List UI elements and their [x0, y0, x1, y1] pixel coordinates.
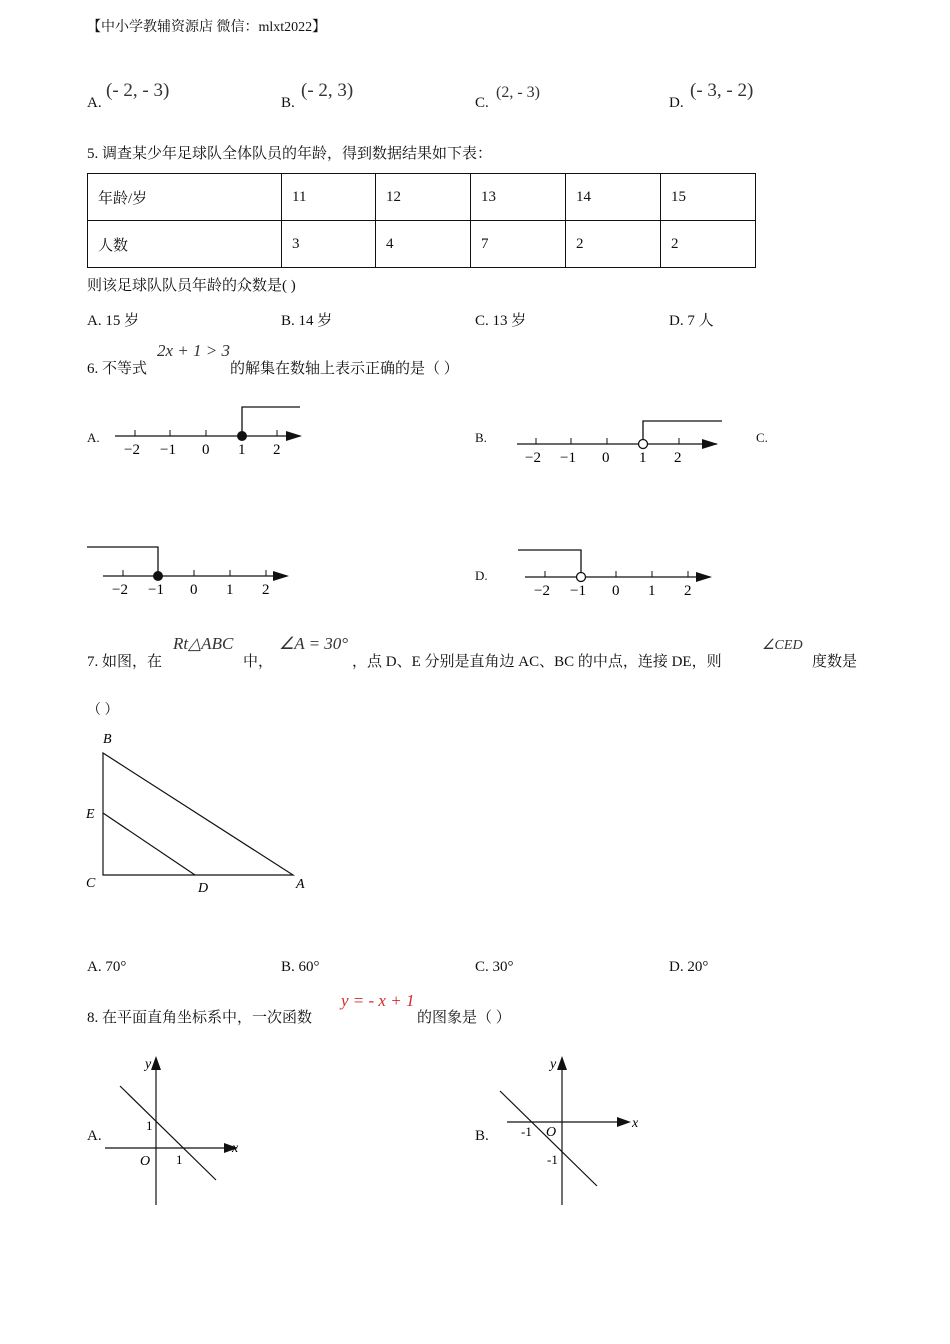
table-row [88, 221, 756, 268]
table-cell: 13 [471, 174, 566, 221]
q7-formula-angle-a: ∠A = 30° [279, 634, 349, 653]
table-cell: 11 [282, 174, 376, 221]
q7-formula-triangle: Rt△ABC [173, 634, 234, 653]
header-text: 【中小学教辅资源店 微信：mlxt2022】 [87, 20, 327, 35]
q7-option-c: C. 30° [475, 959, 514, 975]
q4-option-d-value: (- 3, - 2) [690, 80, 754, 101]
point-b-label: B [103, 732, 112, 747]
q4-option-d-label: D. [669, 95, 684, 111]
q5-option-b: B. 14 岁 [281, 313, 333, 329]
q4-option-b-label: B. [281, 95, 295, 111]
q7-text-2: 中， [243, 654, 274, 670]
q5-option-a: A. 15 岁 [87, 313, 140, 329]
solid-point [237, 431, 247, 441]
tick-label: 2 [262, 582, 270, 598]
tick-label: −2 [124, 442, 140, 458]
tick-label: 1 [226, 582, 234, 598]
graph-b [495, 1050, 655, 1215]
tick-label: 1 [639, 450, 647, 466]
q7-option-d: D. 20° [669, 959, 709, 975]
y-axis-arrow [151, 1056, 161, 1070]
table-cell: 15 [661, 174, 756, 221]
q8-suffix: 的图象是（ ） [417, 1010, 511, 1026]
table-cell: 4 [376, 221, 471, 268]
triangle-abc [103, 753, 293, 875]
segment-de [103, 813, 195, 875]
tick-label: −1 [560, 450, 576, 466]
point-e-label: E [86, 807, 95, 822]
q7-option-b: B. 60° [281, 959, 320, 975]
tick-label: −2 [525, 450, 541, 466]
tick-label: 0 [602, 450, 610, 466]
q6-suffix: 的解集在数轴上表示正确的是（ ） [230, 361, 459, 377]
table-cell: 7 [471, 221, 566, 268]
table-cell: 人数 [88, 221, 282, 268]
tick-label: −1 [148, 582, 164, 598]
solution-ray [242, 407, 300, 436]
q6-label-b: B. [475, 430, 487, 445]
tick-label: 0 [190, 582, 198, 598]
hollow-point [577, 573, 586, 582]
q7-formula-angle-ced: ∠CED [762, 638, 803, 653]
tick-label: −2 [534, 583, 550, 599]
tick-label: 0 [612, 583, 620, 599]
q7-paren: （ ） [87, 703, 119, 718]
axis-arrow [696, 572, 712, 582]
q5-option-c: C. 13 岁 [475, 313, 527, 329]
table-cell: 2 [566, 221, 661, 268]
hollow-point [639, 440, 648, 449]
q7-option-a: A. 70° [87, 959, 127, 975]
q5-option-d: D. 7 人 [669, 313, 714, 329]
graph-a [100, 1050, 260, 1215]
x-intercept-label: 1 [176, 1152, 183, 1167]
tick-label: 2 [674, 450, 682, 466]
tick-label: 1 [238, 442, 246, 458]
table-cell: 年龄/岁 [88, 174, 282, 221]
solution-ray [518, 550, 581, 573]
q4-option-c-value: (2, - 3) [496, 84, 540, 101]
y-label: y [550, 1057, 557, 1072]
tick-label: 0 [202, 442, 210, 458]
q4-option-b-value: (- 2, 3) [301, 80, 354, 101]
y-label: y [145, 1057, 152, 1072]
age-table [87, 173, 756, 268]
point-c-label: C [86, 876, 96, 891]
q7-text-1: 7. 如图，在 [87, 654, 163, 670]
number-line-c [87, 540, 297, 600]
solid-point [153, 571, 163, 581]
q8-formula: y = - x + 1 [341, 991, 415, 1010]
q6-label-a: A. [87, 430, 100, 445]
axis-arrow [702, 439, 718, 449]
q7-text-3: ，点 D、E 分别是直角边 AC、BC 的中点，连接 DE，则 [352, 654, 722, 670]
tick-label: −2 [112, 582, 128, 598]
table-cell: 12 [376, 174, 471, 221]
tick-label: 2 [273, 442, 281, 458]
origin-label: O [546, 1125, 557, 1140]
number-line-d [515, 540, 720, 600]
point-d-label: D [198, 881, 209, 896]
q6-formula: 2x + 1 > 3 [157, 341, 230, 360]
axis-arrow [273, 571, 289, 581]
q7-text-4: 度数是 [812, 654, 858, 670]
x-axis-arrow [617, 1117, 631, 1127]
number-line-a [110, 400, 310, 460]
table-cell: 14 [566, 174, 661, 221]
tick-label: 1 [648, 583, 656, 599]
y-axis-arrow [557, 1056, 567, 1070]
y-intercept-label: -1 [547, 1152, 558, 1167]
number-line-b [512, 410, 732, 470]
tick-label: 2 [684, 583, 692, 599]
q8-prefix: 8. 在平面直角坐标系中，一次函数 [87, 1010, 313, 1026]
q4-option-c-label: C. [475, 95, 489, 111]
table-row [88, 174, 756, 221]
tick-label: −1 [570, 583, 586, 599]
solution-ray [643, 421, 722, 440]
q6-prefix: 6. 不等式 [87, 361, 148, 377]
x-label: x [232, 1141, 239, 1156]
q4-option-a-label: A. [87, 95, 102, 111]
triangle-figure [80, 725, 320, 900]
q5-question: 则该足球队队员年龄的众数是( ) [87, 278, 296, 294]
x-intercept-label: -1 [521, 1124, 532, 1139]
origin-label: O [140, 1154, 151, 1169]
q4-option-a-value: (- 2, - 3) [106, 80, 170, 101]
q8-option-a-label: A. [87, 1128, 102, 1144]
x-label: x [632, 1116, 639, 1131]
function-line [120, 1086, 216, 1180]
q5-stem: 5. 调查某少年足球队全体队员的年龄，得到数据结果如下表： [87, 146, 493, 162]
q8-option-b-label: B. [475, 1128, 489, 1144]
table-cell: 2 [661, 221, 756, 268]
q6-label-c: C. [756, 430, 768, 445]
table-cell: 3 [282, 221, 376, 268]
point-a-label: A [296, 877, 305, 892]
y-intercept-label: 1 [146, 1118, 153, 1133]
tick-label: −1 [160, 442, 176, 458]
q6-label-d: D. [475, 568, 488, 583]
axis-arrow [286, 431, 302, 441]
